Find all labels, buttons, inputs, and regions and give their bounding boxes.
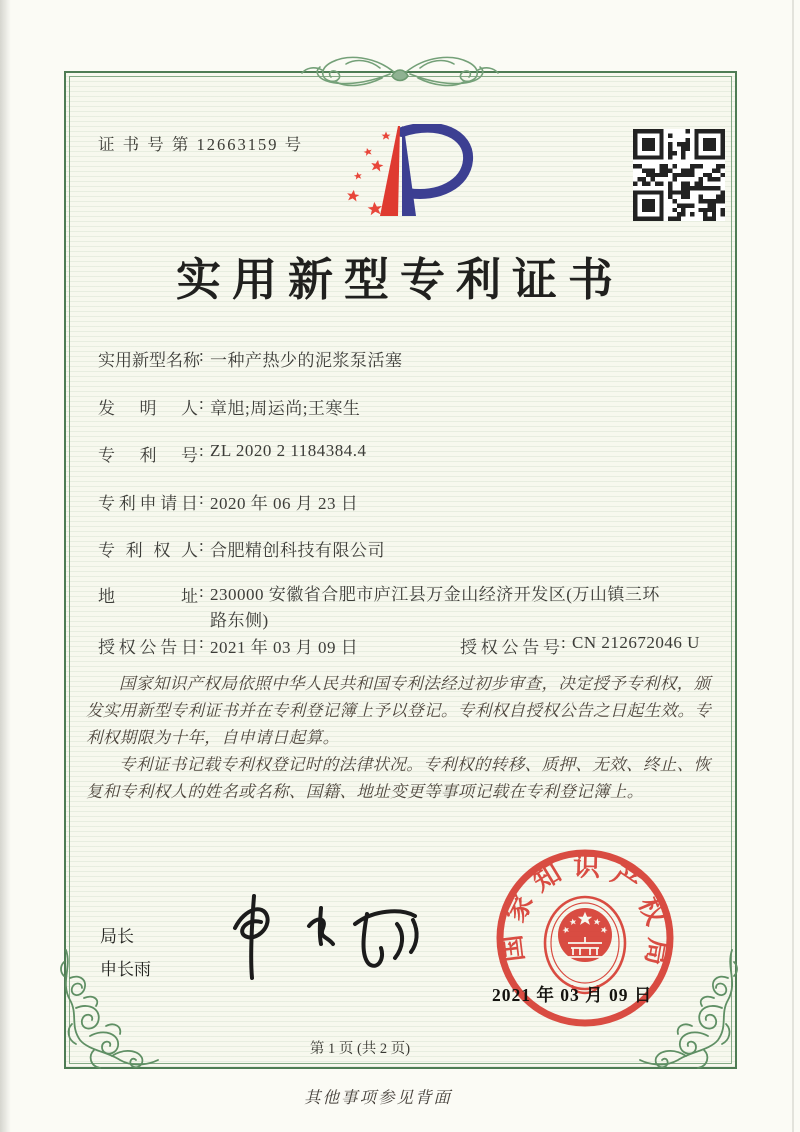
qr-code xyxy=(633,129,725,221)
field-colon: : xyxy=(199,489,204,508)
field-label: 专利申请日 xyxy=(98,494,198,513)
field-colon: : xyxy=(199,536,204,555)
field-colon: : xyxy=(199,346,204,365)
signatory-title: 局长 xyxy=(100,927,134,946)
field-label: 实用新型名称 xyxy=(98,351,200,370)
seal-national-emblem xyxy=(545,897,625,993)
field-colon: : xyxy=(199,582,204,601)
field-label: 发明人 xyxy=(98,399,198,418)
logo-triangle-blue xyxy=(402,126,416,216)
field-value: 230000 安徽省合肥市庐江县万金山经济开发区(万山镇三环路东侧) xyxy=(209,585,660,630)
seal-circular-text: 国家知识产权局 xyxy=(496,851,675,968)
field-colon: : xyxy=(199,633,204,652)
logo-p-curve xyxy=(402,128,468,194)
field-row-name xyxy=(98,346,402,371)
field-row-inventor xyxy=(98,394,360,419)
field-pair-grant-no xyxy=(460,633,700,658)
signatory-name: 申长雨 xyxy=(100,960,151,979)
field-value: CN 212672046 U xyxy=(571,633,700,652)
cnipa-logo xyxy=(342,124,474,224)
field-row-patentee xyxy=(98,536,385,561)
legal-text-block xyxy=(86,670,720,805)
field-row-filing-date xyxy=(98,489,358,514)
field-colon: : xyxy=(199,394,204,413)
legal-paragraph-1: 国家知识产权局依照中华人民共和国专利法经过初步审查，决定授予专利权，颁发实用新型专利证书并在专利登记簿上予以登记。专利权自授权公告之日起生效。专利权期限为十年，自申请日起算。 xyxy=(86,674,712,747)
field-value: 一种产热少的泥浆泵活塞 xyxy=(209,351,403,370)
field-label: 地址 xyxy=(98,587,198,606)
field-label: 授权公告号 xyxy=(460,638,560,657)
signature-handwriting xyxy=(205,880,445,992)
seal-date: 2021 年 03 月 09 日 xyxy=(492,985,653,1005)
scan-edge-shadow xyxy=(0,0,12,1132)
field-colon: : xyxy=(561,633,566,652)
top-border-ornament xyxy=(286,46,514,94)
certificate-title: 实用新型专利证书 xyxy=(175,255,624,305)
signatory-block xyxy=(100,920,151,986)
field-label: 授权公告日 xyxy=(98,638,198,657)
field-value: 章旭;周运尚;王寒生 xyxy=(209,399,361,418)
field-row-patent-no xyxy=(98,441,367,466)
field-row-address xyxy=(98,582,672,634)
field-value: 2020 年 06 月 23 日 xyxy=(209,494,359,513)
field-colon: : xyxy=(199,441,204,460)
scan-edge-line xyxy=(792,0,794,1132)
page-number: 第 1 页 (共 2 页) xyxy=(309,1041,411,1057)
field-value: 合肥精创科技有限公司 xyxy=(209,541,385,560)
field-value: ZL 2020 2 1184384.4 xyxy=(209,441,367,460)
legal-paragraph-2: 专利证书记载专利权登记时的法律状况。专利权的转移、质押、无效、终止、恢复和专利权人的姓名或名称、国籍、地址变更等事项记载在专利登记簿上。 xyxy=(86,755,711,801)
field-value: 2021 年 03 月 09 日 xyxy=(209,638,359,657)
field-label: 专利权人 xyxy=(98,541,198,560)
field-row-grant xyxy=(98,633,700,658)
certificate-number: 证 书 号 第 12663159 号 xyxy=(98,135,304,154)
back-side-note: 其他事项参见背面 xyxy=(304,1088,452,1107)
field-label: 专利号 xyxy=(98,446,198,465)
